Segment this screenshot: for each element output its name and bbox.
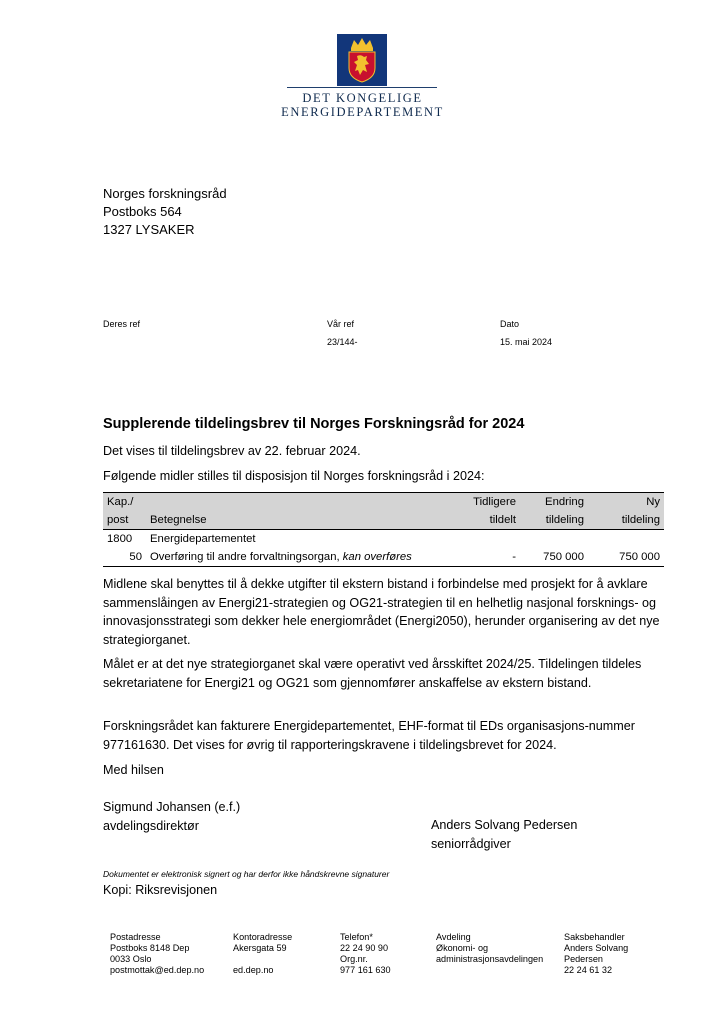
header-ny-bottom: tildeling [588, 511, 664, 530]
signer-2-role: seniorrådgiver [431, 836, 511, 851]
footer-text: ed.dep.no [233, 965, 274, 975]
recipient-name: Norges forskningsråd [103, 186, 227, 201]
cell-ny: 750 000 [619, 551, 660, 563]
var-ref-value: 23/144- [327, 337, 358, 347]
cell-betegnelse [146, 548, 459, 567]
ministry-rule [287, 87, 437, 88]
signer-2-name: Anders Solvang Pedersen [431, 818, 578, 832]
cell-tidligere: - [512, 551, 516, 563]
intro-paragraph-1: Det vises til tildelingsbrev av 22. februar 2024. [103, 444, 361, 458]
cell-empty [459, 530, 520, 549]
table-row [103, 530, 664, 549]
footer-text: postmottak@ed.dep.no [110, 965, 205, 975]
footer-text: 977 161 630 [340, 965, 391, 975]
copy-line: Kopi: Riksrevisjonen [103, 883, 218, 897]
intro-paragraph-2: Følgende midler stilles til disposisjon til Norges forskningsråd i 2024: [103, 469, 485, 483]
deres-ref-label: Deres ref [103, 319, 141, 329]
betegnelse-text: Overføring til andre forvaltningsorgan, [150, 551, 343, 563]
signer-1-name: Sigmund Johansen (e.f.) [103, 800, 241, 814]
betegnelse-italic: kan overføres [342, 551, 412, 563]
footer-text: Postadresse [110, 932, 161, 942]
footer-col-postadresse [110, 932, 230, 976]
footer-text: Kontoradresse [233, 932, 293, 942]
footer-text [233, 954, 333, 965]
cell-endring: 750 000 [543, 551, 584, 563]
cell-kap: 1800 [107, 533, 133, 545]
footer-text: Pedersen [564, 954, 603, 964]
header-ny-top: Ny [588, 493, 664, 512]
recipient-address [103, 185, 227, 239]
body-paragraph-2: Målet er at det nye strategiorganet skal være operativt ved årsskiftet 2024/25. Tildelingen tildeles sekretariatene for Energi21 og OG21 som gjennomfører anskaffelse av ekstern bistand. [103, 657, 642, 690]
body-paragraph-1: Midlene skal benyttes til å dekke utgifter til ekstern bistand i forbindelse med prosjekt for å avklare sammenslåingen av Energi21-strategien og OG21-strategien til en helhetlig nasjonal forsknings- og innovasjonsstrategi som dekker hele energiområdet (Energi2050), herunder organisering av det nye strategiorganet. [103, 577, 660, 647]
body-paragraph-3: Forskningsrådet kan fakturere Energidepartementet, EHF-format til EDs organisasjons-nummer 977161630. Det vises for øvrig til rapporteringskravene i tildelingsbrevet for 2024. [103, 719, 635, 752]
footer-col-avdeling [436, 932, 561, 965]
footer-text: Økonomi- og [436, 943, 489, 953]
var-ref-label: Vår ref [327, 319, 355, 329]
footer-text: Saksbehandler [564, 932, 625, 942]
cell-betegnelse: Energidepartementet [150, 533, 256, 545]
footer-text: Postboks 8148 Dep [110, 943, 190, 953]
letter-title: Supplerende tildelingsbrev til Norges Forskningsråd for 2024 [103, 416, 525, 432]
header-endring-top: Endring [520, 493, 588, 512]
footer-text: administrasjonsavdelingen [436, 954, 544, 964]
footer-text: Org.nr. [340, 954, 368, 964]
signer-2 [431, 816, 661, 853]
signer-1-role: avdelingsdirektør [103, 818, 199, 833]
header-kap-top: Kap./ [103, 493, 146, 512]
table-header-row-bottom [103, 511, 664, 530]
footer-col-telefon [340, 932, 430, 976]
norwegian-coat-of-arms-icon [337, 34, 387, 86]
greeting: Med hilsen [103, 763, 164, 777]
dato-label: Dato [500, 319, 520, 329]
ministry-name-line2: ENERGIDEPARTEMENT [281, 105, 444, 119]
signature-note: Dokumentet er elektronisk signert og har derfor ikke håndskrevne signaturer [103, 869, 390, 879]
footer-text: Telefon* [340, 932, 373, 942]
footer-text: Anders Solvang [564, 943, 629, 953]
header-tidligere-top: Tidligere [459, 493, 520, 512]
header-blank [146, 493, 459, 512]
cell-empty [520, 530, 588, 549]
header-tidligere-bottom: tildelt [459, 511, 520, 530]
footer-text: Avdeling [436, 932, 471, 942]
header-post: post [103, 511, 146, 530]
cell-post: 50 [129, 551, 142, 563]
footer-text: 22 24 90 90 [340, 943, 389, 953]
header-endring-bottom: tildeling [520, 511, 588, 530]
recipient-city: 1327 LYSAKER [103, 222, 195, 237]
cell-empty [588, 530, 664, 549]
allocation-table [103, 492, 664, 567]
recipient-box: Postboks 564 [103, 204, 182, 219]
header-betegnelse: Betegnelse [146, 511, 459, 530]
ministry-name-line1: DET KONGELIGE [302, 91, 423, 105]
table-row [103, 548, 664, 567]
footer-text: 0033 Oslo [110, 954, 152, 964]
footer-col-saksbehandler [564, 932, 664, 976]
dato-value: 15. mai 2024 [500, 337, 553, 347]
table-header-row-top [103, 493, 664, 512]
footer-text: 22 24 61 32 [564, 965, 613, 975]
footer-text: Akersgata 59 [233, 943, 287, 953]
footer-col-kontoradresse [233, 932, 333, 976]
signer-1 [103, 798, 403, 835]
